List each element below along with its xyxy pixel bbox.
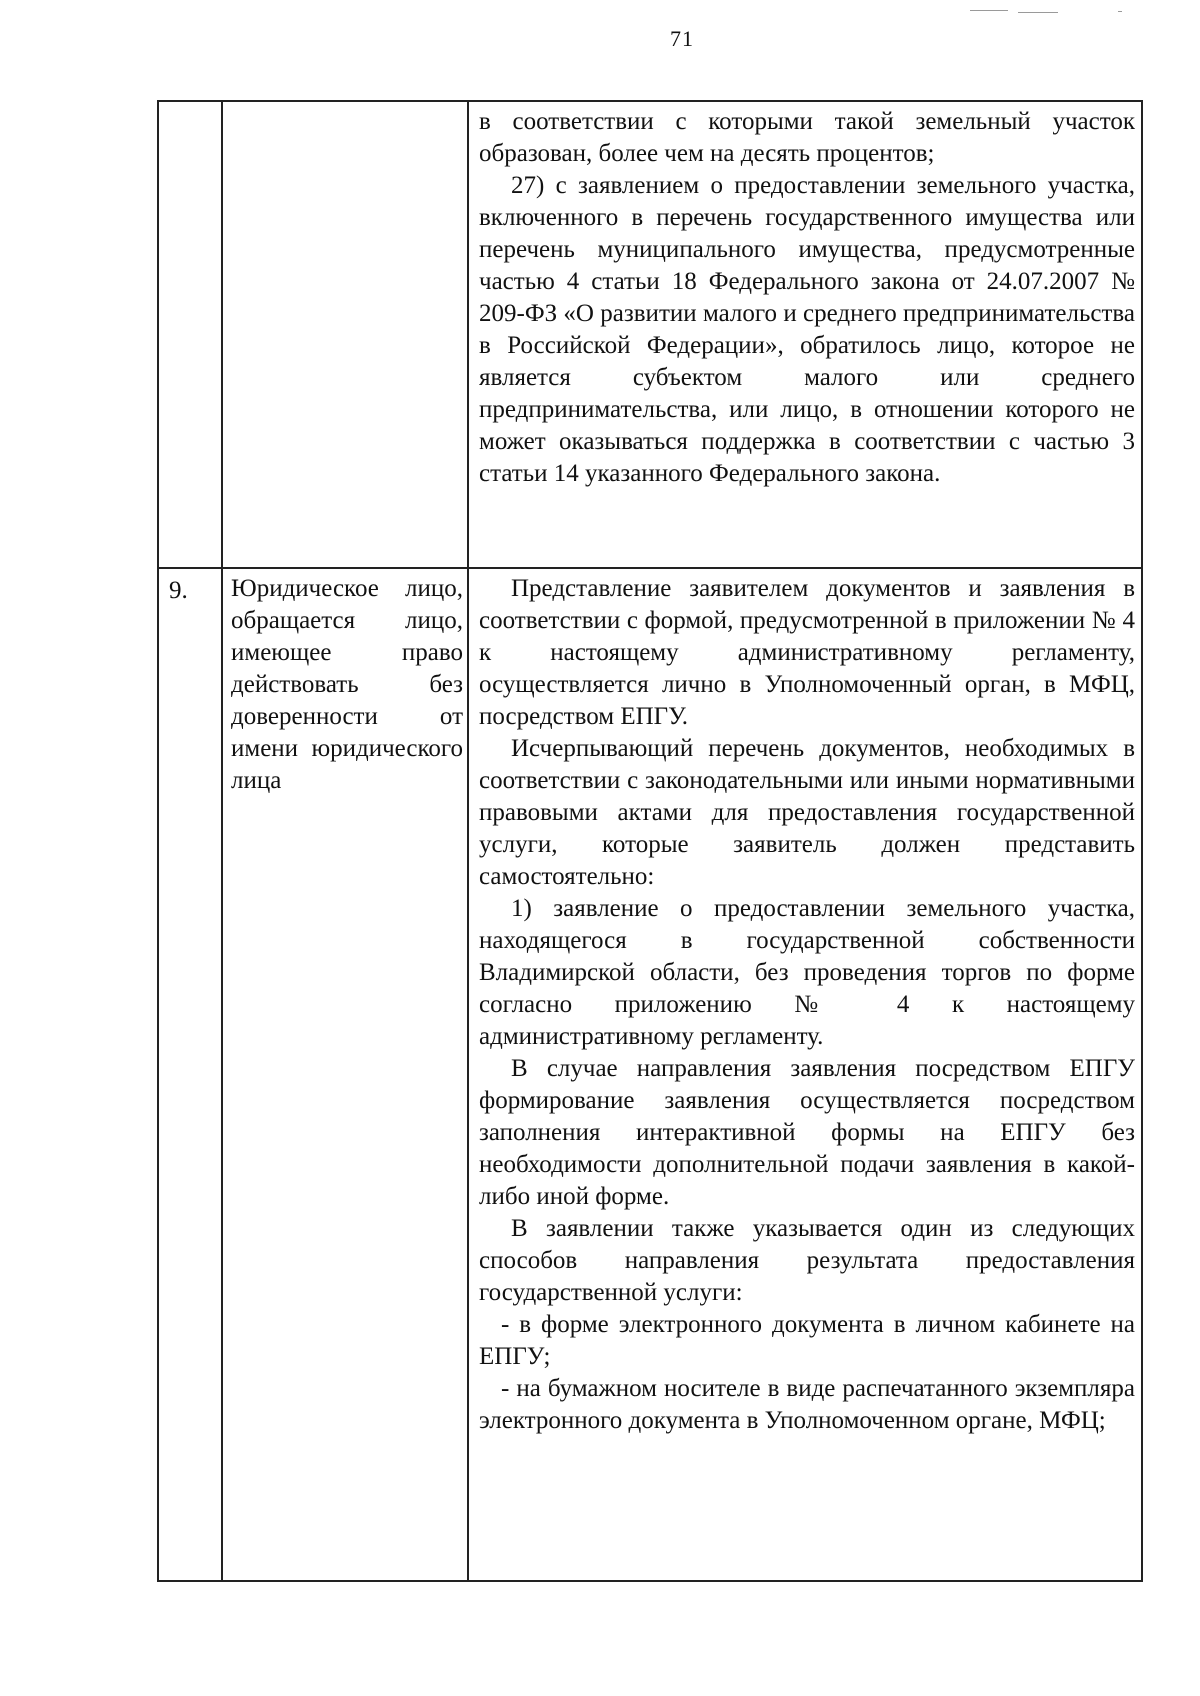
paragraph: в соответствии с которыми такой земельный участок образован, более чем на десять процентов;	[479, 108, 1135, 167]
paragraph: В заявлении также указывается один из следующих способов направления результата предоставления государственной услуги:	[479, 1214, 1135, 1306]
applicant-cell	[222, 101, 468, 568]
list-item: - в форме электронного документа в личном кабинете на ЕПГУ;	[479, 1310, 1135, 1370]
page-number: 71	[670, 26, 694, 51]
paragraph: 27) с заявлением о предоставлении земельного участка, включенного в перечень государственного имущества или перечень муниципального имущества, предусмотренные частью 4 статьи 18 Федерального закона от 24.07.2007 № 209-ФЗ «О развитии малого и среднего предпринимательства в Российской Федерации», обратилось лицо, которое не является субъектом малого или среднего предпринимательства, или лицо, в отношении которого не может оказываться поддержка в соответствии с частью 3 статьи 14 указанного Федерального закона.	[479, 172, 1135, 487]
description-cell	[468, 568, 1142, 1581]
paragraph: В случае направления заявления посредством ЕПГУ формирование заявления осуществляется посредством заполнения интерактивной формы на ЕПГУ без необходимости дополнительной подачи заявления в какой-либо иной форме.	[479, 1054, 1135, 1210]
table-row-continuation	[158, 101, 1142, 568]
applicant-cell: Юридическое лицо, обращается лицо, имеющее право действовать без доверенности от имени юридического лица	[222, 568, 468, 1581]
description-cell	[468, 101, 1142, 568]
row-number-cell: 9.	[158, 568, 222, 1581]
regulation-table	[157, 100, 1143, 1582]
paragraph: Представление заявителем документов и заявления в соответствии с формой, предусмотренной в приложении № 4 к настоящему административному регламенту, осуществляется лично в Уполномоченный орган, в МФЦ, посредством ЕПГУ.	[479, 574, 1135, 730]
paragraph: Исчерпывающий перечень документов, необходимых в соответствии с законодательными или иными нормативными правовыми актами для предоставления государственной услуги, которые заявитель должен представить самостоятельно:	[479, 734, 1135, 890]
row-number-cell	[158, 101, 222, 568]
table-row-9	[158, 568, 1142, 1581]
paragraph: 1) заявление о предоставлении земельного участка, находящегося в государственной собственности Владимирской области, без проведения торгов по форме согласно приложению № 4 к настоящему административному регламенту.	[479, 894, 1135, 1050]
list-item: - на бумажном носителе в виде распечатанного экземпляра электронного документа в Уполномоченном органе, МФЦ;	[479, 1374, 1135, 1434]
